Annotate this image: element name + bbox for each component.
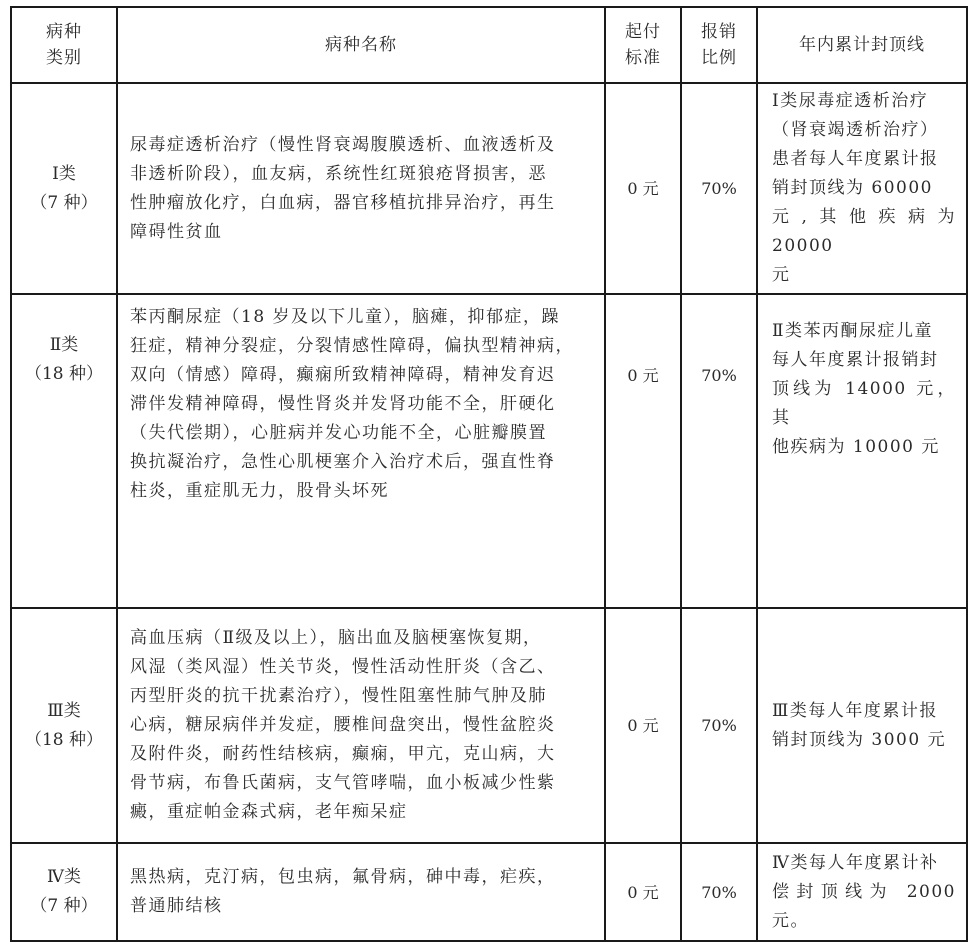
header-ratio-line: 报销 (701, 22, 737, 42)
category-count: （18 种） (24, 364, 104, 384)
disease-names-line: （失代偿期），心脏病并发心功能不全，心脏瓣膜置 (130, 423, 547, 443)
disease-names-cell (117, 608, 605, 843)
threshold-cell: 0 元 (605, 83, 681, 294)
category-cell (11, 83, 117, 294)
cap-line: 患者每人年度累计报 (772, 149, 939, 169)
ratio-cell: 70% (681, 294, 757, 608)
category-label: Ⅱ类 (49, 335, 79, 355)
table-row (11, 83, 967, 294)
category-label: Ⅲ类 (47, 700, 81, 721)
cap-line: Ⅳ类每人年度累计补 (772, 852, 939, 873)
threshold-cell: 0 元 (605, 608, 681, 843)
disease-names-line: 双向（情感）障碍，癫痫所致精神障碍，精神发育迟 (130, 365, 556, 385)
cap-cell (757, 843, 967, 941)
disease-names-cell (117, 83, 605, 294)
cap-line: 销封顶线为 3000 元 (772, 729, 947, 750)
disease-names-line: 丙型肝炎的抗干扰素治疗），慢性阻塞性肺气肿及肺 (130, 686, 547, 706)
disease-names-line: 普通肺结核 (130, 896, 223, 916)
disease-names-line: 狂症，精神分裂症，分裂情感性障碍，偏执型精神病， (130, 336, 574, 356)
cap-line: Ⅰ类尿毒症透析治疗 (772, 91, 929, 111)
disease-names-line: 癜，重症帕金森式病，老年痴呆症 (130, 802, 408, 822)
disease-names-line: 尿毒症透析治疗（慢性肾衰竭腹膜透析、血液透析及 (130, 134, 556, 155)
header-name: 病种名称 (117, 7, 605, 83)
disease-names-line: 滞伴发精神障碍，慢性肾炎并发肾功能不全，肝硬化 (130, 394, 556, 414)
cap-line: Ⅱ类苯丙酮尿症儿童 (772, 321, 934, 341)
disease-names-line: 骨节病，布鲁氏菌病，支气管哮喘，血小板减少性紫 (130, 773, 556, 793)
header-ratio-line: 比例 (701, 48, 737, 68)
table-row (11, 608, 967, 843)
cap-line: 销封顶线为 60000 (772, 178, 933, 198)
disease-names-line: 黑热病，克汀病，包虫病，氟骨病，砷中毒，疟疾， (130, 867, 556, 887)
cap-cell (757, 608, 967, 843)
disease-names-line: 苯丙酮尿症（18 岁及以下儿童），脑瘫，抑郁症，躁 (130, 307, 561, 327)
header-ratio (681, 7, 757, 83)
category-cell (11, 608, 117, 843)
table-header-row (11, 7, 967, 83)
ratio-cell: 70% (681, 83, 757, 294)
table-row (11, 294, 967, 608)
cap-line: （肾衰竭透析治疗） (772, 120, 939, 140)
threshold-cell: 0 元 (605, 843, 681, 941)
category-count: （7 种） (30, 192, 98, 213)
disease-names-line: 障碍性贫血 (130, 221, 223, 242)
cap-cell (757, 294, 967, 608)
cap-line: Ⅲ类每人年度累计报 (772, 700, 938, 721)
disease-names-line: 柱炎，重症肌无力，股骨头坏死 (130, 481, 389, 501)
header-category-line: 类别 (46, 48, 82, 68)
cap-line: 顶线为 14000 元，其 (772, 379, 956, 428)
cap-cell (757, 83, 967, 294)
category-cell (11, 294, 117, 608)
disease-names-line: 高血压病（Ⅱ级及以上），脑出血及脑梗塞恢复期， (130, 628, 542, 648)
cap-line: 元,其他疾病为 20000 (772, 207, 956, 256)
header-threshold (605, 7, 681, 83)
disease-names-cell (117, 843, 605, 941)
cap-line: 偿封顶线为 2000 元。 (772, 881, 956, 931)
header-cap: 年内累计封顶线 (757, 7, 967, 83)
category-cell (11, 843, 117, 941)
category-count: （18 种） (24, 729, 104, 750)
threshold-cell: 0 元 (605, 294, 681, 608)
disease-reimbursement-table (10, 6, 968, 942)
cap-line: 他疾病为 10000 元 (772, 437, 940, 457)
ratio-cell: 70% (681, 843, 757, 941)
cap-line: 元 (772, 265, 791, 285)
table-row (11, 843, 967, 941)
header-threshold-line: 标准 (625, 48, 661, 68)
disease-names-line: 非透析阶段），血友病，系统性红斑狼疮肾损害，恶 (130, 163, 547, 184)
ratio-cell: 70% (681, 608, 757, 843)
disease-names-line: 风湿（类风湿）性关节炎，慢性活动性肝炎（含乙、 (130, 657, 556, 677)
cap-line: 每人年度累计报销封 (772, 350, 939, 370)
disease-names-cell (117, 294, 605, 608)
category-count: （7 种） (30, 896, 98, 916)
category-label: Ⅰ类 (52, 163, 76, 184)
disease-names-line: 换抗凝治疗，急性心肌梗塞介入治疗术后，强直性脊 (130, 452, 556, 472)
category-label: Ⅳ类 (47, 867, 81, 887)
disease-names-line: 心病，糖尿病伴并发症，腰椎间盘突出，慢性盆腔炎 (130, 715, 556, 735)
header-threshold-line: 起付 (625, 22, 661, 42)
disease-names-line: 性肿瘤放化疗，白血病，器官移植抗排异治疗，再生 (130, 192, 556, 213)
header-category (11, 7, 117, 83)
disease-names-line: 及附件炎，耐药性结核病，癫痫，甲亢，克山病，大 (130, 744, 556, 764)
header-category-line: 病种 (46, 22, 82, 42)
